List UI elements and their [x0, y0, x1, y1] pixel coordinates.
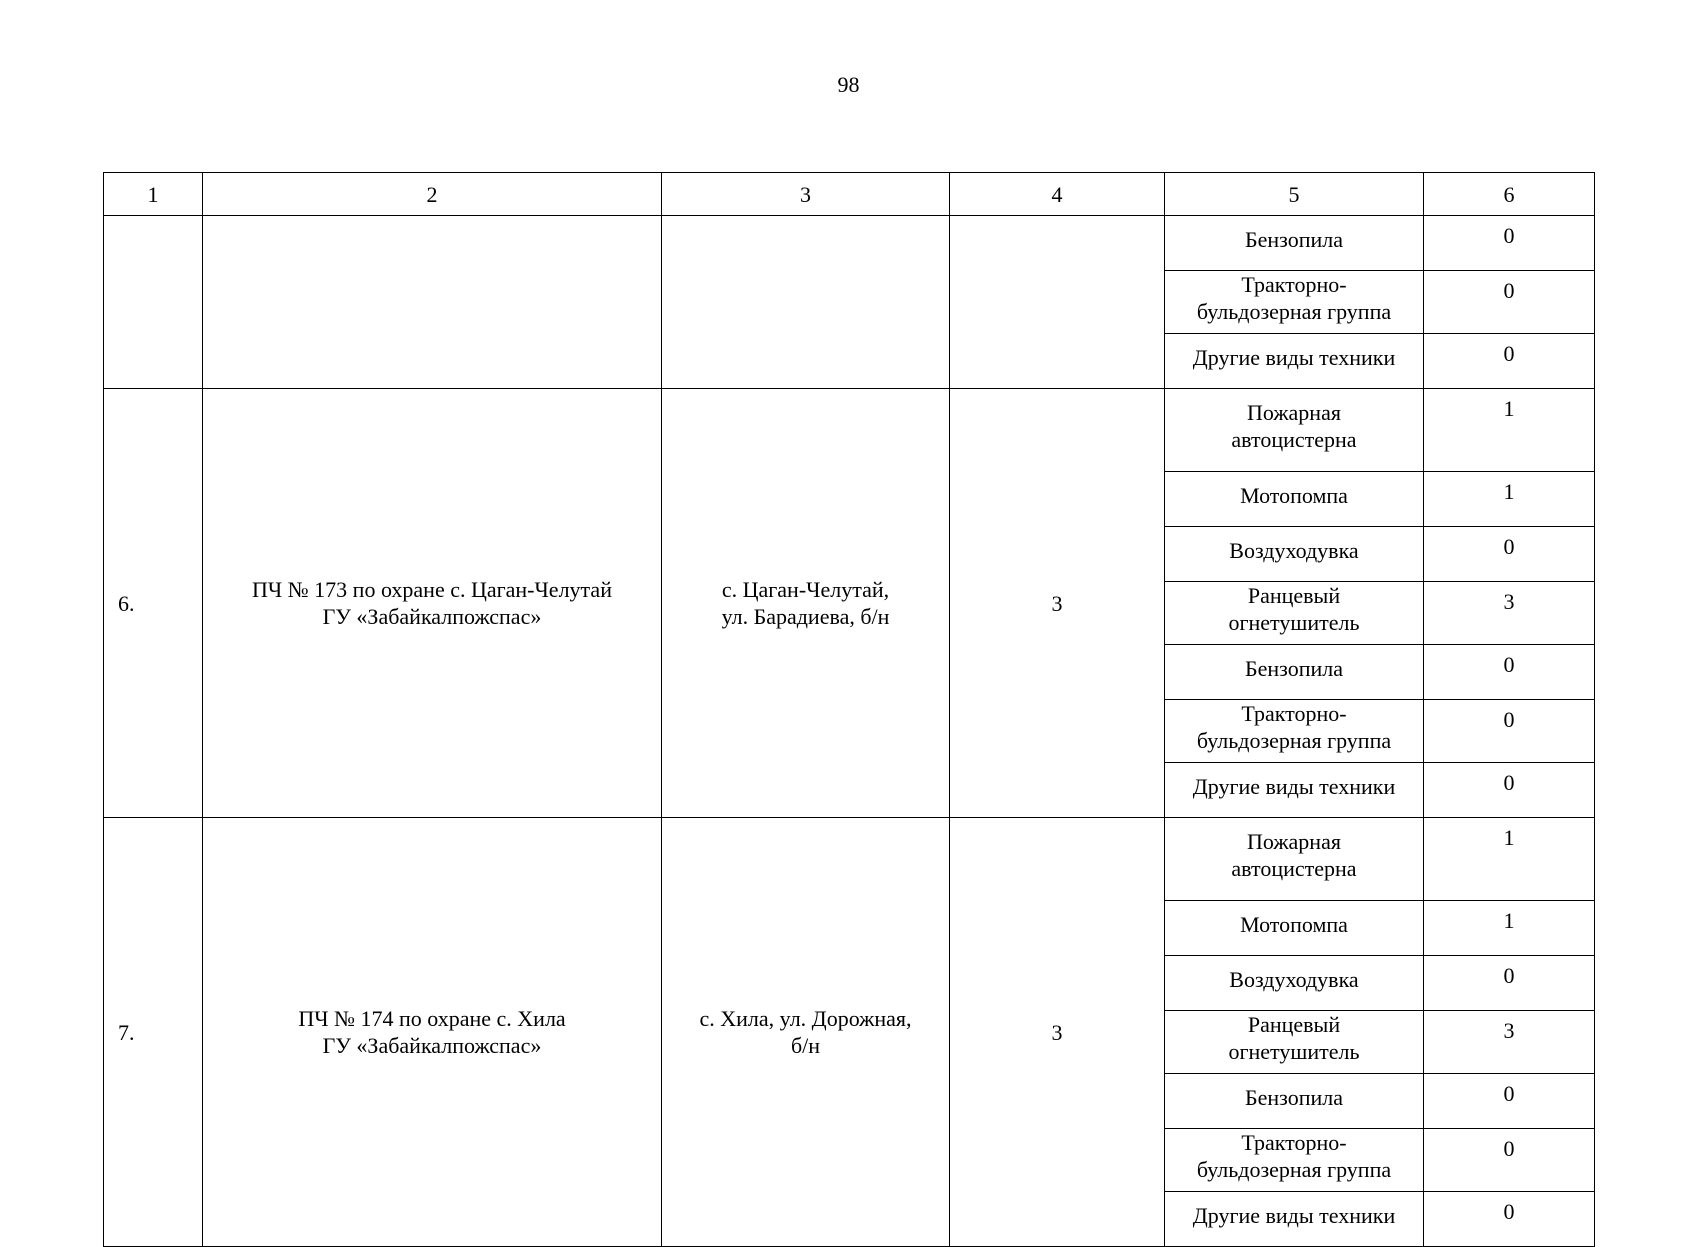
count-cell: 3 — [1424, 582, 1595, 645]
unit-name: ПЧ № 173 по охране с. Цаган-Челутай ГУ «Забайкалпожспас» — [252, 577, 612, 629]
equipment-label: Бензопила — [1244, 1084, 1344, 1110]
column-header: 6 — [1424, 173, 1595, 216]
equipment-cell — [1165, 271, 1424, 334]
address-cell — [662, 818, 950, 1247]
value-cell: 3 — [950, 818, 1165, 1247]
number-cell: 7. — [104, 818, 203, 1247]
equipment-label: Другие виды техники — [1192, 1202, 1396, 1228]
equipment-cell — [1165, 901, 1424, 956]
column-header: 4 — [950, 173, 1165, 216]
equipment-label: Тракторно- бульдозерная группа — [1196, 1130, 1392, 1182]
count-cell: 0 — [1424, 334, 1595, 389]
equipment-label: Бензопила — [1244, 655, 1344, 681]
unit-cell — [203, 216, 662, 389]
count-cell: 0 — [1424, 527, 1595, 582]
unit-cell — [203, 818, 662, 1247]
number-cell: 6. — [104, 389, 203, 818]
unit-cell — [203, 389, 662, 818]
count-cell: 1 — [1424, 901, 1595, 956]
equipment-label: Мотопомпа — [1240, 482, 1348, 508]
equipment-cell — [1165, 1074, 1424, 1129]
equipment-label: Другие виды техники — [1192, 773, 1396, 799]
count-cell: 0 — [1424, 1074, 1595, 1129]
equipment-cell — [1165, 956, 1424, 1011]
equipment-label: Ранцевый огнетушитель — [1228, 1012, 1360, 1064]
equipment-label: Тракторно- бульдозерная группа — [1196, 701, 1392, 753]
value-cell: 3 — [950, 389, 1165, 818]
equipment-label: Бензопила — [1244, 226, 1344, 252]
table-row — [104, 818, 1595, 901]
column-header: 1 — [104, 173, 203, 216]
equipment-label: Пожарная автоцистерна — [1231, 400, 1357, 452]
column-header: 5 — [1165, 173, 1424, 216]
page-number: 98 — [837, 72, 860, 97]
count-cell: 0 — [1424, 271, 1595, 334]
equipment-cell — [1165, 334, 1424, 389]
table-header-row — [104, 173, 1595, 216]
table-row — [104, 216, 1595, 271]
equipment-cell — [1165, 582, 1424, 645]
address-cell — [662, 216, 950, 389]
count-cell: 0 — [1424, 1192, 1595, 1247]
equipment-label: Воздуходувка — [1229, 966, 1359, 992]
equipment-cell — [1165, 1011, 1424, 1074]
address: с. Хила, ул. Дорожная, б/н — [699, 1006, 912, 1058]
equipment-label: Другие виды техники — [1192, 344, 1396, 370]
count-cell: 0 — [1424, 1129, 1595, 1192]
count-cell: 0 — [1424, 216, 1595, 271]
count-cell: 1 — [1424, 389, 1595, 472]
count-cell: 3 — [1424, 1011, 1595, 1074]
equipment-cell — [1165, 818, 1424, 901]
equipment-cell — [1165, 389, 1424, 472]
address: с. Цаган-Челутай, ул. Барадиева, б/н — [721, 577, 890, 629]
number-cell — [104, 216, 203, 389]
column-header: 3 — [662, 173, 950, 216]
value-cell — [950, 216, 1165, 389]
count-cell: 0 — [1424, 645, 1595, 700]
column-header: 2 — [203, 173, 662, 216]
equipment-cell — [1165, 763, 1424, 818]
equipment-cell — [1165, 645, 1424, 700]
count-cell: 0 — [1424, 956, 1595, 1011]
equipment-label: Ранцевый огнетушитель — [1228, 583, 1360, 635]
count-cell: 1 — [1424, 472, 1595, 527]
address-cell — [662, 389, 950, 818]
equipment-table — [103, 172, 1595, 1247]
equipment-cell — [1165, 216, 1424, 271]
equipment-cell — [1165, 1129, 1424, 1192]
equipment-cell — [1165, 472, 1424, 527]
count-cell: 1 — [1424, 818, 1595, 901]
equipment-label: Воздуходувка — [1229, 537, 1359, 563]
count-cell: 0 — [1424, 700, 1595, 763]
count-cell: 0 — [1424, 763, 1595, 818]
equipment-label: Тракторно- бульдозерная группа — [1196, 272, 1392, 324]
unit-name: ПЧ № 174 по охране с. Хила ГУ «Забайкалпожспас» — [298, 1006, 566, 1058]
equipment-cell — [1165, 700, 1424, 763]
table-row — [104, 389, 1595, 472]
equipment-label: Мотопомпа — [1240, 911, 1348, 937]
equipment-cell — [1165, 527, 1424, 582]
equipment-label: Пожарная автоцистерна — [1231, 829, 1357, 881]
